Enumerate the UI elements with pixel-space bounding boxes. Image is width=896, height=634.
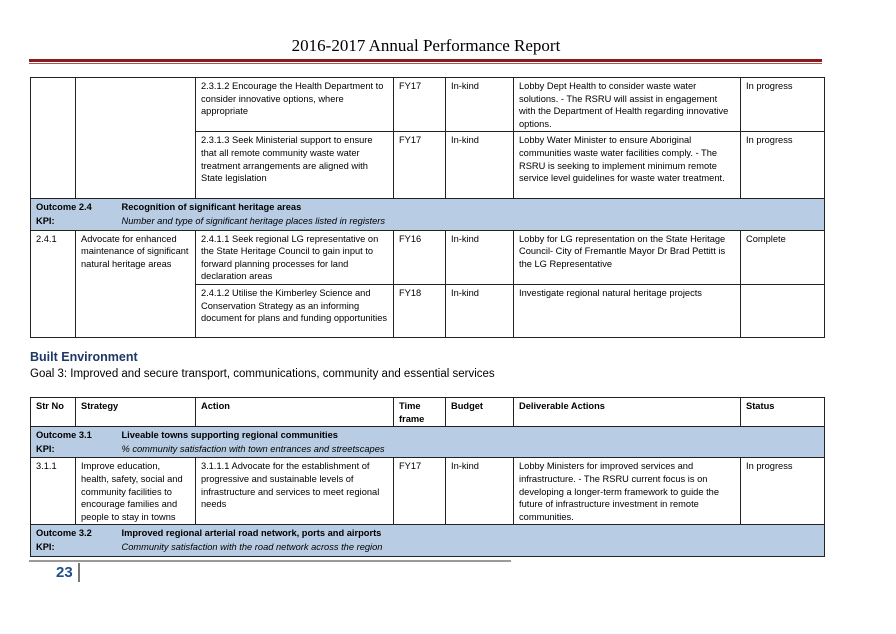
outcome-label: Outcome 2.4 bbox=[31, 199, 196, 215]
col-header-strategy: Strategy bbox=[76, 398, 196, 427]
strategy-cell bbox=[76, 78, 196, 199]
page-title: 2016-2017 Annual Performance Report bbox=[291, 36, 561, 55]
deliverable-cell: Lobby for LG representation on the State Heritage Council- City of Fremantle Mayor Dr Brad Pettitt is the LG Representative bbox=[514, 230, 741, 284]
status-cell: In progress bbox=[741, 78, 825, 132]
timeframe-cell: FY17 bbox=[394, 132, 446, 199]
outcome-row bbox=[31, 199, 825, 215]
performance-table-goal-2 bbox=[30, 77, 825, 338]
kpi-row bbox=[31, 443, 825, 458]
kpi-text bbox=[121, 215, 825, 230]
outcome-name-text: Liveable towns supporting regional communities bbox=[121, 430, 338, 441]
timeframe-cell: FY17 bbox=[394, 78, 446, 132]
table-row bbox=[31, 458, 825, 525]
timeframe-cell: FY18 bbox=[394, 284, 446, 337]
status-cell: Complete bbox=[741, 230, 825, 284]
status-cell: In progress bbox=[741, 458, 825, 525]
page-number: 23 bbox=[56, 564, 73, 581]
deliverable-cell: Investigate regional natural heritage projects bbox=[514, 284, 741, 337]
header-row bbox=[31, 398, 825, 427]
str-no-cell: 3.1.1 bbox=[31, 458, 76, 525]
col-header-deliverable: Deliverable Actions bbox=[514, 398, 741, 427]
outcome-row bbox=[31, 427, 825, 443]
action-cell: 2.3.1.3 Seek Ministerial support to ensure that all remote community waste water treatment arrangements are aligned with State legislation bbox=[196, 132, 394, 199]
kpi-label: KPI: bbox=[31, 215, 196, 230]
title-rule-thin bbox=[29, 63, 822, 64]
performance-table-goal-3 bbox=[30, 397, 825, 557]
kpi-label: KPI: bbox=[31, 443, 196, 458]
kpi-label: KPI: bbox=[31, 541, 196, 556]
kpi-text-value: Number and type of significant heritage places listed in registers bbox=[121, 215, 386, 226]
status-cell: In progress bbox=[741, 132, 825, 199]
col-header-str-no: Str No bbox=[31, 398, 76, 427]
page-number-divider bbox=[78, 563, 80, 582]
outcome-name bbox=[121, 525, 825, 541]
budget-cell: In-kind bbox=[446, 78, 514, 132]
budget-cell: In-kind bbox=[446, 458, 514, 525]
action-cell: 3.1.1.1 Advocate for the establishment of progressive and sustainable levels of infrastructure and services to meet regional needs bbox=[196, 458, 394, 525]
outcome-row bbox=[31, 525, 825, 541]
title-rule bbox=[29, 59, 822, 62]
kpi-text bbox=[121, 541, 825, 556]
footer-rule bbox=[29, 560, 511, 562]
kpi-row bbox=[31, 215, 825, 230]
kpi-row bbox=[31, 541, 825, 556]
kpi-text-value: % community satisfaction with town entrances and streetscapes bbox=[121, 443, 385, 454]
table-row bbox=[31, 78, 825, 132]
strategy-cell: Advocate for enhanced maintenance of significant natural heritage areas bbox=[76, 230, 196, 337]
kpi-text bbox=[121, 443, 825, 458]
action-cell: 2.4.1.1 Seek regional LG representative on the State Heritage Council to gain input to forward planning processes for land declaration areas bbox=[196, 230, 394, 284]
section-heading: Built Environment bbox=[30, 350, 138, 364]
budget-cell: In-kind bbox=[446, 284, 514, 337]
timeframe-cell: FY16 bbox=[394, 230, 446, 284]
strategy-cell: Improve education, health, safety, social and community facilities to encourage families and people to stay in towns bbox=[76, 458, 196, 525]
outcome-label: Outcome 3.2 bbox=[31, 525, 196, 541]
outcome-label: Outcome 3.1 bbox=[31, 427, 196, 443]
table-row bbox=[31, 230, 825, 284]
outcome-name-text: Recognition of significant heritage areas bbox=[121, 202, 302, 213]
str-no-cell bbox=[31, 78, 76, 199]
timeframe-cell: FY17 bbox=[394, 458, 446, 525]
status-cell bbox=[741, 284, 825, 337]
action-cell: 2.3.1.2 Encourage the Health Department to consider innovative options, where appropriate bbox=[196, 78, 394, 132]
action-cell: 2.4.1.2 Utilise the Kimberley Science and Conservation Strategy as an informing document for plans and funding opportunities bbox=[196, 284, 394, 337]
outcome-name bbox=[121, 427, 825, 443]
outcome-name bbox=[121, 199, 825, 215]
col-header-timeframe: Time frame bbox=[394, 398, 446, 427]
budget-cell: In-kind bbox=[446, 230, 514, 284]
outcome-name-text: Improved regional arterial road network, ports and airports bbox=[121, 528, 382, 539]
col-header-budget: Budget bbox=[446, 398, 514, 427]
deliverable-cell: Lobby Ministers for improved services and infrastructure. - The RSRU current focus is on developing a longer-term framework to guide the future of infrastructure investment in remote communities. bbox=[514, 458, 741, 525]
deliverable-cell: Lobby Dept Health to consider waste water solutions. - The RSRU will assist in engagement with the Department of Health regarding innovative options. bbox=[514, 78, 741, 132]
str-no-cell: 2.4.1 bbox=[31, 230, 76, 337]
deliverable-cell: Lobby Water Minister to ensure Aboriginal communities waste water facilities comply. - The RSRU is seeking to implement minimum remote service level guidelines for waste water treatment. bbox=[514, 132, 741, 199]
col-header-action: Action bbox=[196, 398, 394, 427]
goal-statement: Goal 3: Improved and secure transport, communications, community and essential services bbox=[30, 368, 495, 380]
col-header-status: Status bbox=[741, 398, 825, 427]
budget-cell: In-kind bbox=[446, 132, 514, 199]
kpi-text-value: Community satisfaction with the road network across the region bbox=[121, 541, 383, 552]
